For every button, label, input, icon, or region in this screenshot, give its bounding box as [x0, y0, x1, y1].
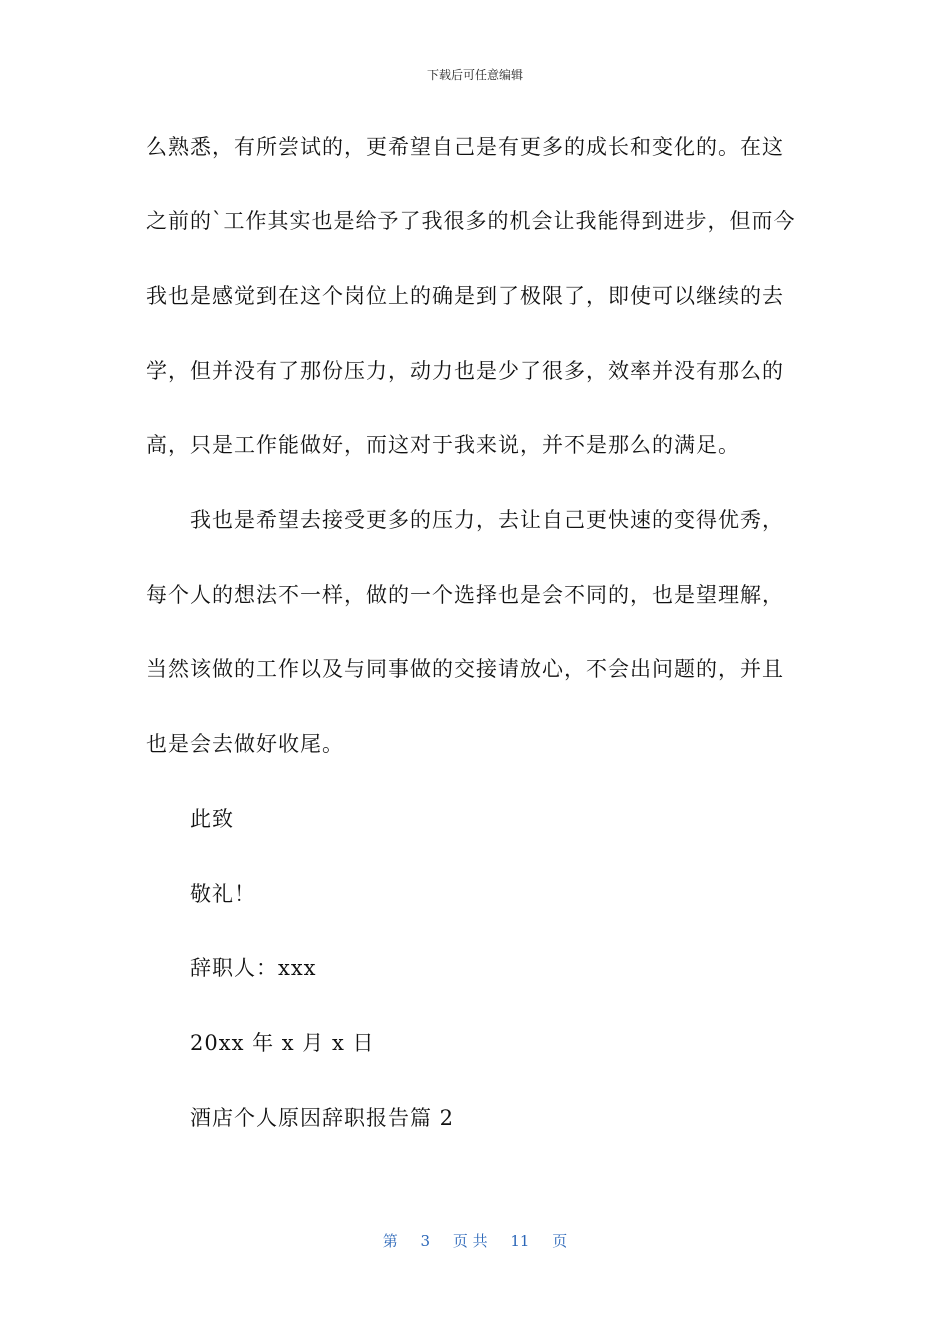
- body-line-4: 学，但并没有了那份压力，动力也是少了很多，效率并没有那么的: [146, 359, 784, 383]
- body-line-8: 当然该做的工作以及与同事做的交接请放心，不会出问题的，并且: [146, 657, 784, 681]
- signature-date: 20xx 年 x 月 x 日: [190, 1031, 375, 1055]
- body-line-2: 之前的`工作其实也是给予了我很多的机会让我能得到进步，但而今: [146, 209, 796, 233]
- footer-middle: 页 共: [452, 1232, 488, 1250]
- footer-total-pages: 11: [510, 1232, 530, 1250]
- footer-prefix: 第: [382, 1232, 398, 1250]
- body-line-9: 也是会去做好收尾。: [146, 732, 344, 756]
- page-header-note: 下载后可任意编辑: [426, 68, 523, 82]
- body-line-3: 我也是感觉到在这个岗位上的确是到了极限了，即使可以继续的去: [146, 284, 784, 308]
- body-line-5: 高，只是工作能做好，而这对于我来说，并不是那么的满足。: [146, 433, 740, 457]
- closing-salutation: 此致: [190, 807, 234, 831]
- footer-current-page: 3: [420, 1232, 431, 1250]
- body-line-6: 我也是希望去接受更多的压力，去让自己更快速的变得优秀，: [190, 508, 784, 532]
- resigner-signature: 辞职人：xxx: [190, 956, 317, 980]
- body-line-7: 每个人的想法不一样，做的一个选择也是会不同的，也是望理解，: [146, 583, 784, 607]
- body-line-1: 么熟悉，有所尝试的，更希望自己是有更多的成长和变化的。在这: [146, 135, 784, 159]
- page-footer: [0, 1230, 950, 1251]
- next-section-title: 酒店个人原因辞职报告篇 2: [190, 1106, 455, 1130]
- footer-suffix: 页: [552, 1232, 568, 1250]
- closing-regards: 敬礼！: [190, 882, 256, 906]
